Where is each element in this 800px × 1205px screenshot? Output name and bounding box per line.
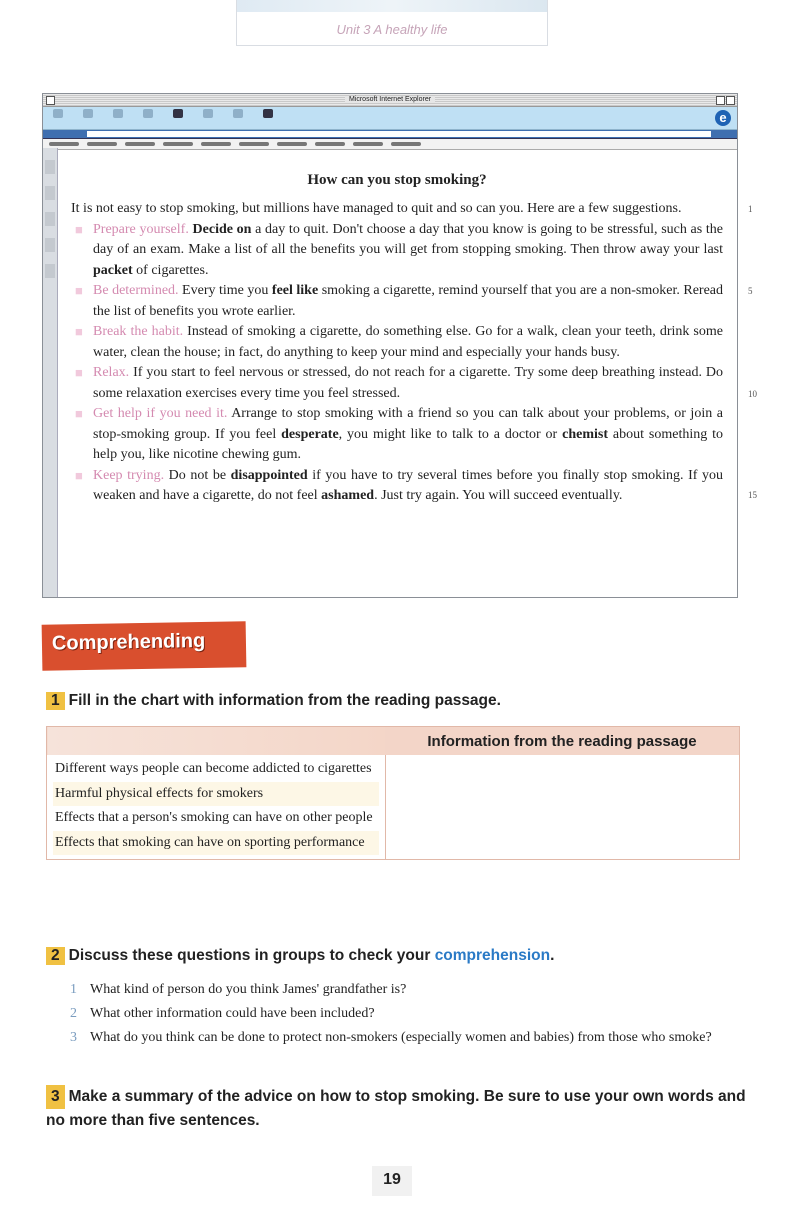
bullet-icon: ■ (75, 324, 83, 339)
autofill-button[interactable] (193, 107, 223, 129)
line-number: 15 (748, 490, 757, 500)
question-text: What other information could have been included? (90, 1006, 375, 1021)
forward-icon (83, 109, 93, 118)
browser-window (42, 93, 738, 598)
link-item[interactable] (315, 142, 345, 146)
tip-keyword: Keep trying. (93, 467, 165, 483)
chart-row: Different ways people can become addicted to cigarettes (55, 761, 372, 776)
autofill-icon (203, 109, 213, 118)
mail-icon (263, 109, 273, 118)
task-1-text: Fill in the chart with information from the reading passage. (68, 692, 501, 709)
header-strip (237, 0, 547, 12)
address-bar (43, 130, 737, 139)
line-number: 1 (748, 204, 753, 214)
window-title: Microsoft Internet Explorer (345, 96, 435, 103)
back-button[interactable] (43, 107, 73, 129)
bullet-icon: ■ (75, 467, 83, 483)
task-number: 3 (46, 1085, 65, 1109)
question-text: What kind of person do you think James' grandfather is? (90, 982, 407, 997)
mail-button[interactable] (253, 107, 283, 129)
task-3-text: Make a summary of the advice on how to stop smoking. Be sure to use your own words and no more than five sentences. (46, 1088, 746, 1129)
forward-button[interactable] (73, 107, 103, 129)
key-phrase: ashamed (321, 488, 375, 503)
tip-item: ■ Break the habit. Instead of smoking a cigarette, do something else. Go for a walk, clean your teeth, drink some water, clean the house; in fact, do anything to keep your mind and especially your hands busy. (75, 324, 723, 360)
link-item[interactable] (239, 142, 269, 146)
tip-item: ■ Prepare yourself. Decide on a day to quit. Don't choose a day that you know is going to be stressful, such as the day of an exam. Make a list of all the benefits you will get from stopping smoking. Then throw away your last packet of cigarettes. (75, 221, 724, 278)
explorer-sidebar (43, 148, 58, 597)
unit-header-tab (236, 0, 548, 46)
key-phrase: chemist (562, 426, 609, 442)
task-number: 2 (46, 947, 65, 965)
sidebar-tab-search[interactable] (45, 212, 55, 226)
key-phrase: Decide on (192, 221, 252, 237)
task-1 (46, 692, 501, 710)
section-banner-text: Comprehending (51, 629, 206, 655)
question-number: 3 (70, 1030, 77, 1045)
bullet-icon: ■ (75, 221, 83, 237)
link-item[interactable] (125, 142, 155, 146)
chart-row: Effects that a person's smoking can have on other people (55, 810, 373, 825)
bullet-icon: ■ (75, 406, 83, 421)
bullet-icon: ■ (75, 365, 83, 380)
link-item[interactable] (163, 142, 193, 146)
sidebar-tab-scrapbook[interactable] (45, 238, 55, 252)
sidebar-tab-history[interactable] (45, 186, 55, 200)
key-phrase: packet (93, 262, 133, 278)
task-2-highlight: comprehension (434, 947, 551, 964)
chart-answer-cell[interactable] (385, 755, 740, 860)
tip-item: ■ Relax. If you start to feel nervous or stressed, do not reach for a cigarette. Try some deep breathing instead. Do some relaxation exercises every time you feel stressed. (75, 365, 723, 401)
sidebar-tab-page-holder[interactable] (45, 264, 55, 278)
task-2-text: Discuss these questions in groups to check your (68, 947, 435, 964)
link-item[interactable] (201, 142, 231, 146)
chart-header-blank (47, 727, 386, 756)
link-item[interactable] (87, 142, 117, 146)
tip-keyword: Get help if you need it. (93, 406, 228, 421)
key-phrase: desperate (281, 426, 339, 442)
home-icon (173, 109, 183, 118)
home-button[interactable] (163, 107, 193, 129)
stop-icon (113, 109, 123, 118)
key-phrase: feel like (271, 283, 319, 298)
tip-item: ■ Get help if you need it. Arrange to stop smoking with a friend so you can talk about your problems, or join a stop-smoking group. If you feel desperate, you might like to talk to a doctor or chemist about something to help you, like nicotine chewing gum. (75, 406, 723, 462)
tip-keyword: Relax. (93, 365, 130, 380)
tips-list (71, 220, 723, 507)
back-icon (53, 109, 63, 118)
article-intro: It is not easy to stop smoking, but millions have managed to quit and so can you. Here are a few suggestions. (71, 201, 682, 216)
question-item (70, 1026, 740, 1050)
article-content (71, 148, 723, 507)
task-number: 1 (46, 692, 65, 710)
refresh-button[interactable] (133, 107, 163, 129)
bullet-icon: ■ (75, 283, 83, 298)
questions-list (70, 978, 740, 1050)
section-banner (42, 621, 247, 671)
question-text: What do you think can be done to protect non-smokers (especially women and babies) from those who smoke? (90, 1030, 712, 1045)
tip-item: ■ Be determined. Every time you feel like smoking a cigarette, remind yourself that you are a non-smoker. Reread the list of benefits you wrote earlier. (75, 283, 724, 319)
tip-item: ■ Keep trying. Do not be disappointed if you have to try several times before you finally stop smoking. If you weaken and have a cigarette, do not feel ashamed. Just try again. You will succeed eventually. (75, 467, 723, 503)
question-number: 2 (70, 1006, 77, 1021)
page-number: 19 (372, 1166, 412, 1196)
chart-row: Effects that smoking can have on sporting performance (53, 831, 379, 856)
collapse-box-icon[interactable] (726, 96, 735, 105)
refresh-icon (143, 109, 153, 118)
unit-title: Unit 3 A healthy life (336, 22, 448, 37)
chart-header: Information from the reading passage (385, 727, 740, 756)
question-item (70, 1002, 740, 1026)
link-item[interactable] (49, 142, 79, 146)
address-input[interactable] (87, 131, 711, 137)
question-number: 1 (70, 982, 77, 997)
question-item (70, 978, 740, 1002)
key-phrase: disappointed (230, 467, 308, 483)
chart-row-labels (47, 755, 386, 860)
task-2 (46, 947, 554, 965)
ie-logo-icon: e (715, 110, 731, 126)
link-item[interactable] (277, 142, 307, 146)
task-3 (46, 1085, 746, 1133)
link-item[interactable] (391, 142, 421, 146)
print-icon (233, 109, 243, 118)
zoom-box-icon[interactable] (716, 96, 725, 105)
task-2-end: . (550, 947, 555, 964)
article-title: How can you stop smoking? (307, 172, 487, 188)
line-number: 5 (748, 286, 753, 296)
browser-toolbar (43, 107, 737, 130)
tip-keyword: Be determined. (93, 283, 179, 298)
chart-row: Harmful physical effects for smokers (53, 782, 379, 807)
link-item[interactable] (353, 142, 383, 146)
browser-titlebar (43, 94, 737, 107)
tip-keyword: Prepare yourself. (93, 221, 189, 237)
line-number: 10 (748, 389, 757, 399)
stop-button[interactable] (103, 107, 133, 129)
tip-keyword: Break the habit. (93, 324, 184, 339)
sidebar-tab-favorites[interactable] (45, 160, 55, 174)
print-button[interactable] (223, 107, 253, 129)
info-chart-table (46, 726, 740, 860)
